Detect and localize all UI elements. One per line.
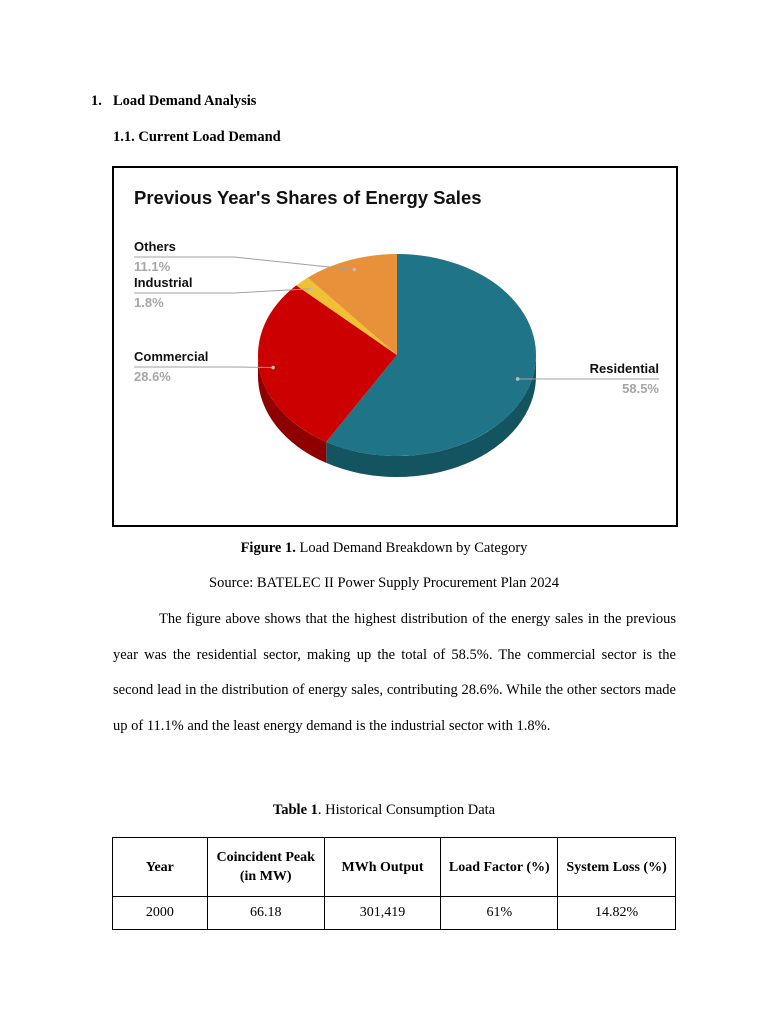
cell-system-loss: 14.82% <box>558 897 676 930</box>
value-label-others: 11.1% <box>134 259 171 274</box>
value-label-industrial: 1.8% <box>134 295 164 310</box>
leader-dot-others <box>352 268 356 272</box>
cell-coincident-peak: 66.18 <box>207 897 324 930</box>
cell-load-factor: 61% <box>441 897 558 930</box>
table-caption <box>0 802 768 819</box>
header-system-loss: System Loss (%) <box>558 838 676 897</box>
section-number: 1. <box>91 93 102 109</box>
header-load-factor: Load Factor (%) <box>441 838 558 897</box>
label-industrial: Industrial <box>134 275 193 290</box>
table-caption-label: Table 1 <box>272 802 318 818</box>
leader-dot-industrial <box>310 287 314 291</box>
section-heading <box>91 93 256 110</box>
subsection-heading: 1.1. Current Load Demand <box>113 129 281 145</box>
chart-title: Previous Year's Shares of Energy Sales <box>134 187 482 208</box>
value-label-commercial: 28.6% <box>134 369 171 384</box>
table-row <box>113 897 676 930</box>
figure-caption-text: Load Demand Breakdown by Category <box>295 540 528 556</box>
header-coincident-peak: Coincident Peak (in MW) <box>207 838 324 897</box>
figure-source: Source: BATELEC II Power Supply Procurement Plan 2024 <box>209 575 559 591</box>
label-others: Others <box>134 239 176 254</box>
label-commercial: Commercial <box>134 349 209 364</box>
leader-line-commercial <box>134 367 273 368</box>
figure-chart <box>112 166 678 527</box>
leader-dot-commercial <box>271 366 275 370</box>
pie-chart <box>114 168 676 525</box>
section-title: Load Demand Analysis <box>113 93 257 109</box>
table-caption-text: . Historical Consumption Data <box>317 802 496 818</box>
cell-year: 2000 <box>113 897 208 930</box>
value-label-residential: 58.5% <box>622 381 659 396</box>
header-mwh-output: MWh Output <box>324 838 441 897</box>
header-year: Year <box>113 838 208 897</box>
body-paragraph: The figure above shows that the highest distribution of the energy sales in the previous year was the residential sector, making up the total of 58.5%. The commercial sector is the second lead in the distribution of energy sales, contributing 28.6%. While the other sectors made up of 11.1% and the least energy demand is the industrial sector with 1.8%. <box>113 611 676 734</box>
leader-dot-residential <box>516 377 520 381</box>
table-header-row <box>113 838 676 897</box>
figure-caption <box>0 540 768 557</box>
label-residential: Residential <box>589 361 659 376</box>
consumption-table <box>112 837 676 930</box>
cell-mwh-output: 301,419 <box>324 897 441 930</box>
figure-caption-label: Figure 1. <box>240 540 296 556</box>
